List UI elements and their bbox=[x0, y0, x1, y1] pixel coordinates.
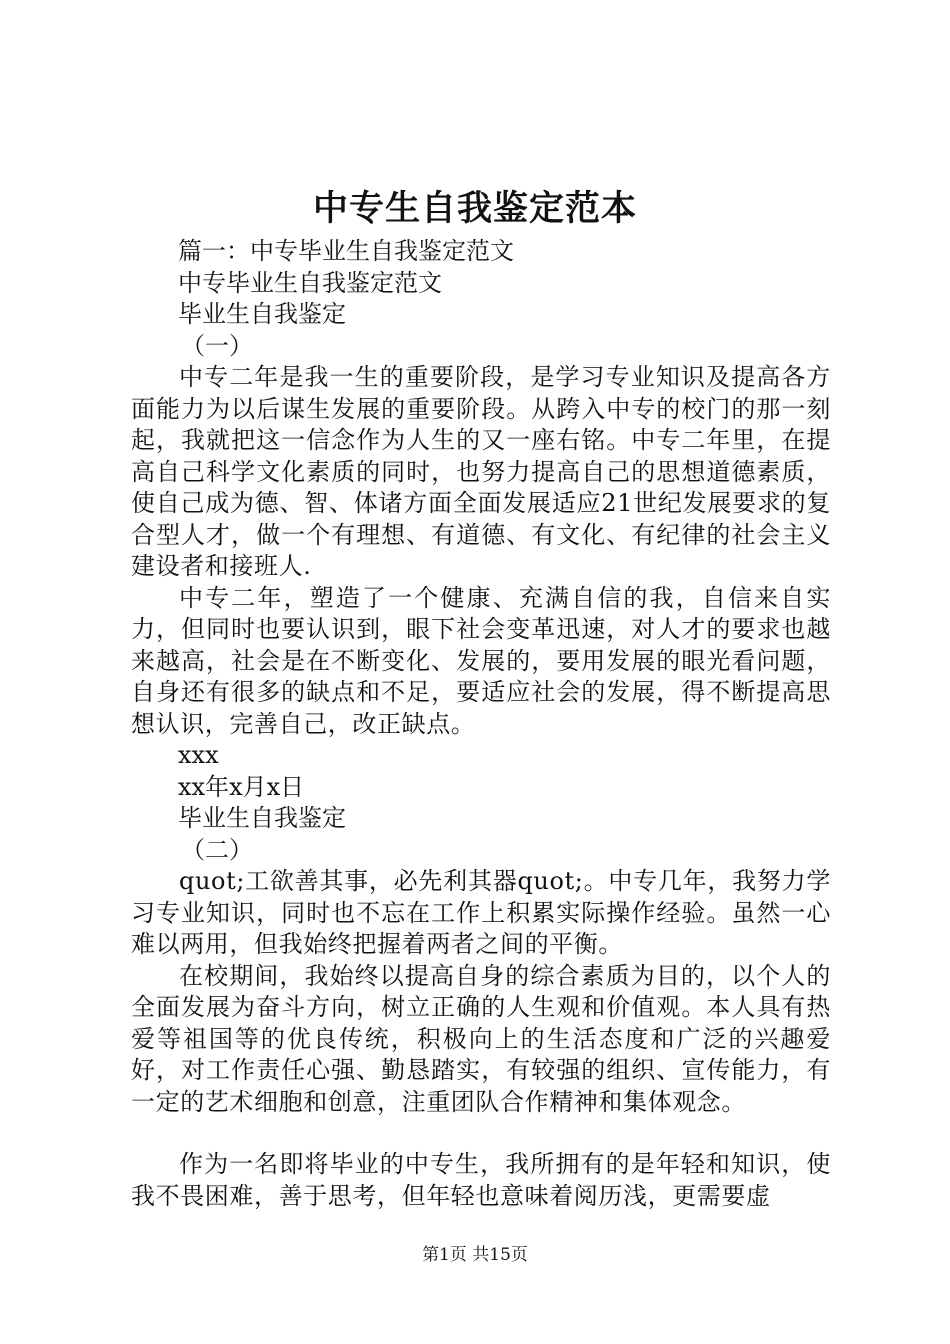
subtitle: 中专毕业生自我鉴定范文 bbox=[178, 268, 442, 297]
paragraph: quot;工欲善其事，必先利其器quot;。中专几年，我努力学习专业知识，同时也不忘在工作上积累实际操作经验。虽然一心难以两用，但我始终把握着两者之间的平衡。 bbox=[131, 867, 831, 958]
section-number: （二） bbox=[181, 835, 253, 864]
signature-date: xx年x月x日 bbox=[178, 772, 305, 801]
page-footer: 第1页 共15页 bbox=[422, 1245, 528, 1265]
signature-name: xxx bbox=[178, 741, 219, 769]
paragraph: 中专二年是我一生的重要阶段，是学习专业知识及提高各方面能力为以后谋生发展的重要阶段。从跨入中专的校门的那一刻起，我就把这一信念作为人生的又一座右铭。中专二年里，在提高自己科学文化素质的同时，也努力提高自己的思想道德素质，使自己成为德、智、体诸方面全面发展适应21世纪发展要求的复合型人才，做一个有理想、有道德、有文化、有纪律的社会主义建设者和接班人. bbox=[131, 363, 831, 580]
section-heading: 毕业生自我鉴定 bbox=[178, 804, 346, 832]
paragraph-gap bbox=[131, 1118, 831, 1149]
document-title: 中专生自我鉴定范本 bbox=[312, 188, 637, 229]
document-body bbox=[131, 236, 831, 1212]
paragraph: 作为一名即将毕业的中专生，我所拥有的是年轻和知识，使我不畏困难，善于思考，但年轻也意味着阅历浅，更需要虚 bbox=[131, 1150, 831, 1210]
chapter-heading: 篇一：中专毕业生自我鉴定范文 bbox=[178, 237, 514, 265]
section-number: （一） bbox=[181, 331, 253, 360]
section-heading: 毕业生自我鉴定 bbox=[178, 300, 346, 328]
paragraph: 在校期间，我始终以提高自身的综合素质为目的，以个人的全面发展为奋斗方向，树立正确的人生观和价值观。本人具有热爱等祖国等的优良传统，积极向上的生活态度和广泛的兴趣爱好，对工作责任心强、勤恳踏实，有较强的组织、宣传能力，有一定的艺术细胞和创意，注重团队合作精神和集体观念。 bbox=[131, 961, 831, 1116]
paragraph: 中专二年，塑造了一个健康、充满自信的我，自信来自实力，但同时也要认识到，眼下社会变革迅速，对人才的要求也越来越高，社会是在不断变化、发展的，要用发展的眼光看问题，自身还有很多的缺点和不足，要适应社会的发展，得不断提高思想认识，完善自己，改正缺点。 bbox=[131, 583, 831, 738]
